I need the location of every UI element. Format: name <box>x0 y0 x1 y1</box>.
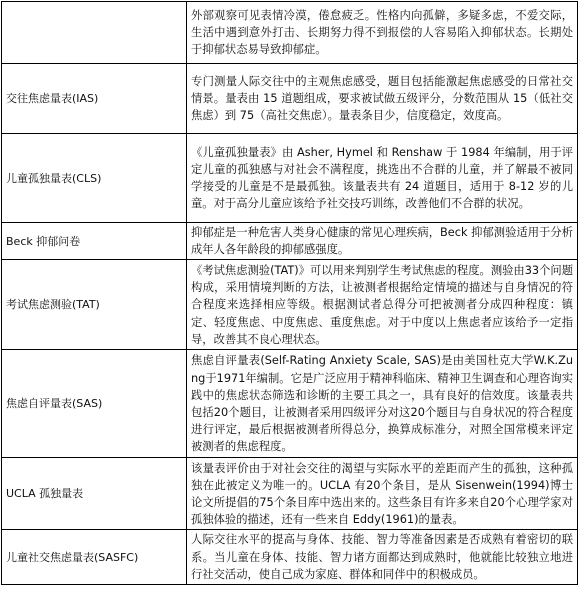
scales-table <box>1 1 578 585</box>
table-row <box>2 2 578 64</box>
scale-description-cell: 专门测量人际交往中的主观焦虑感受，题目包括能激起焦虑感受的日常社交情景。量表由 15 道题组成，要求被试做五级评分，分数范围从 15（低社交焦虑）到 75（高社交焦虑）。量表条目少，信度稳定，效度高。 <box>187 64 578 134</box>
scale-description-cell: 该量表评价由于对社会交往的渴望与实际水平的差距而产生的孤独，这种孤独在此被定义为唯一的。UCLA 有20个条目，是从 Sisenwein(1994)博士论文所提倡的75个条目库中选出来的。这些条目有许多来自20个心理学家对孤独体验的描述，还有一些来自 Eddy(1961)的量表。 <box>187 458 578 530</box>
scale-description-cell: 焦虑自评量表(Self-Rating Anxiety Scale, SAS)是由美国杜克大学W.K.Zung于1971年编制。它是广泛应用于精神科临床、精神卫生调查和心理咨询实践中的焦虑状态筛选和诊断的主要工具之一，具有良好的信效度。该量表共包括20个题目，让被测者采用四级评分对这20个题目与自身状况的符合程度进行评定，最后根据被测者所得总分，换算成标准分，对照全国常模来评定被测者的焦虑程度。 <box>187 350 578 458</box>
table-row <box>2 260 578 350</box>
scale-name-cell: 交往焦虑量表(IAS) <box>2 64 187 134</box>
scale-name-cell <box>2 2 187 64</box>
scale-name-cell: 焦虑自评量表(SAS) <box>2 350 187 458</box>
scale-name-cell: Beck 抑郁问卷 <box>2 223 187 260</box>
scale-name-cell: 儿童孤独量表(CLS) <box>2 134 187 223</box>
table-row <box>2 64 578 134</box>
table-row <box>2 134 578 223</box>
table-row <box>2 458 578 530</box>
table-row <box>2 350 578 458</box>
table-row <box>2 223 578 260</box>
scale-description-cell: 《考试焦虑测验(TAT)》可以用来判别学生考试焦虑的程度。测验由33个问题构成，采用情境判断的方法，让被测者根据给定情境的描述与自身情况的符合程度来选择相应等级。根据测试者总得分可把被测者分成四种程度：镇定、轻度焦虑、中度焦虑、重度焦虑。对于中度以上焦虑者应该给予一定指导，改善其不良心理状态。 <box>187 260 578 350</box>
scale-description-cell: 抑郁症是一种危害人类身心健康的常见心理疾病，Beck 抑郁测验适用于分析成年人各年龄段的抑郁感强度。 <box>187 223 578 260</box>
scale-description-cell: 《儿童孤独量表》由 Asher, Hymel 和 Renshaw 于 1984 年编制，用于评定儿童的孤独感与对社会不满程度，挑选出不合群的儿童，并了解最不被同学接受的儿童是不是最孤独。该量表共有 24 道题目，适用于 8-12 岁的儿童。对于高分儿童应该给予社交技巧训练，改善他们不合群的状况。 <box>187 134 578 223</box>
scale-name-cell: UCLA 孤独量表 <box>2 458 187 530</box>
scale-description-cell: 外部观察可见表情冷漠，倦怠疲乏。性格内向孤僻，多疑多虑，不爱交际，生活中遇到意外打击、长期努力得不到报偿的人容易陷入抑郁状态。长期处于抑郁状态易导致抑郁症。 <box>187 2 578 64</box>
scale-description-cell: 人际交往水平的提高与身体、技能、智力等准备因素是否成熟有着密切的联系。当儿童在身体、技能、智力诸方面都达到成熟时，他就能比较独立地进行社交活动，使自己成为家庭、群体和同伴中的积极成员。 <box>187 530 578 585</box>
table-row <box>2 530 578 585</box>
scale-name-cell: 儿童社交焦虑量表(SASFC) <box>2 530 187 585</box>
scale-name-cell: 考试焦虑测验(TAT) <box>2 260 187 350</box>
